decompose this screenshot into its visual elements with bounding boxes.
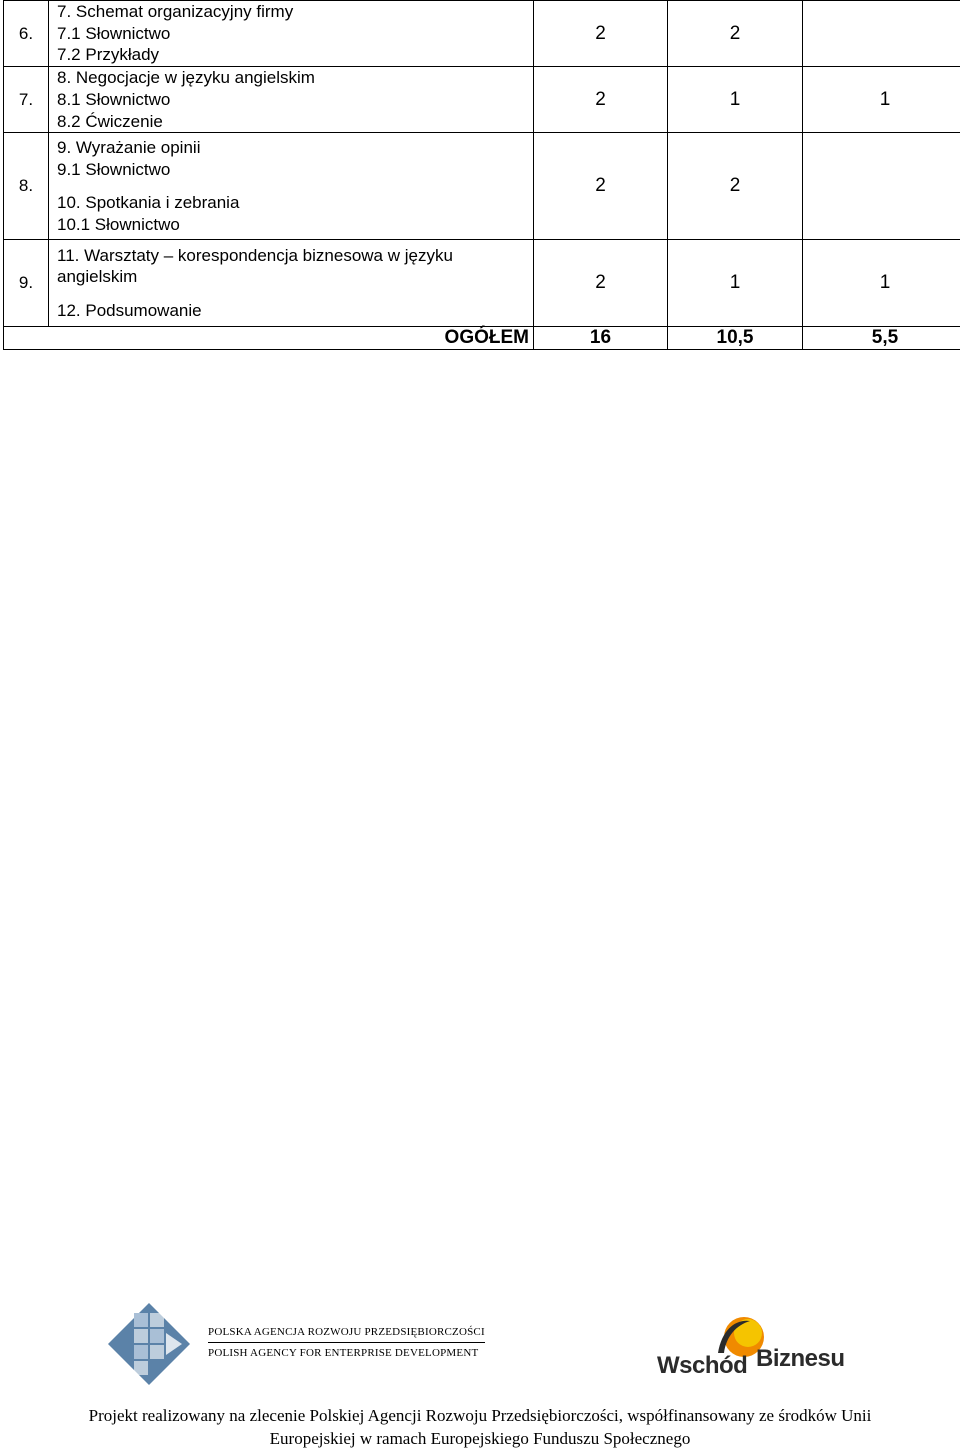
schedule-table (3, 0, 960, 350)
total-spacer (4, 327, 49, 350)
topic-line: 7.1 Słownictwo (57, 23, 171, 43)
parp-name-pl: POLSKA AGENCJA ROZWOJU PRZEDSIĘBIORCZOŚCI (208, 1326, 485, 1343)
topic-line: 9. Wyrażanie opinii (57, 137, 201, 157)
biznesu-word: Biznesu (756, 1345, 845, 1372)
total-value: 16 (534, 327, 668, 350)
parp-name-en: POLISH AGENCY FOR ENTERPRISE DEVELOPMENT (208, 1347, 479, 1359)
hours-cell: 1 (803, 67, 960, 133)
topic-line: 12. Podsumowanie (57, 301, 202, 321)
hours-cell (803, 133, 960, 240)
total-label: OGÓŁEM (49, 327, 534, 350)
table-row (4, 240, 960, 327)
topic-line: 8.1 Słownictwo (57, 89, 171, 109)
topic-line: 11. Warsztaty – korespondencja biznesowa w języku angielskim (57, 245, 453, 287)
total-value: 5,5 (803, 327, 960, 350)
topic-line: 8. Negocjacje w języku angielskim (57, 68, 315, 88)
hours-cell: 1 (668, 240, 803, 327)
hours-cell: 2 (668, 133, 803, 240)
footer-note-line: Europejskiej w ramach Europejskiego Funduszu Społecznego (269, 1429, 691, 1448)
table-row (4, 1, 960, 67)
table-row (4, 67, 960, 133)
wschod-word: Wschód (657, 1352, 748, 1379)
total-value: 10,5 (668, 327, 803, 350)
footer-note (0, 1404, 960, 1450)
topics-cell (49, 1, 534, 67)
row-number: 8. (4, 133, 49, 240)
hours-cell: 1 (803, 240, 960, 327)
parp-name (208, 1326, 485, 1359)
hours-cell: 2 (534, 133, 668, 240)
topic-line: 7. Schemat organizacyjny firmy (57, 2, 294, 21)
topic-line: 9.1 Słownictwo (57, 159, 171, 179)
topic-line: 7.2 Przykłady (57, 45, 160, 65)
row-number: 7. (4, 67, 49, 133)
hours-cell: 2 (534, 240, 668, 327)
topics-cell (49, 67, 534, 133)
footer-note-line: Projekt realizowany na zlecenie Polskiej Agencji Rozwoju Przedsiębiorczości, współfinansowany ze środków Unii (88, 1406, 872, 1425)
spacer (57, 180, 533, 192)
hours-cell (803, 1, 960, 67)
topic-line: 10. Spotkania i zebrania (57, 193, 240, 213)
table-row (4, 133, 960, 240)
parp-logo (108, 1303, 190, 1385)
topic-line: 8.2 Ćwiczenie (57, 111, 163, 131)
hours-cell: 2 (668, 1, 803, 67)
hours-cell: 2 (534, 1, 668, 67)
topics-cell (49, 133, 534, 240)
topics-cell (49, 240, 534, 327)
spacer (57, 288, 533, 300)
topic-line: 10.1 Słownictwo (57, 214, 180, 234)
total-row (4, 327, 960, 350)
row-number: 9. (4, 240, 49, 327)
row-number: 6. (4, 1, 49, 67)
hours-cell: 1 (668, 67, 803, 133)
hours-cell: 2 (534, 67, 668, 133)
